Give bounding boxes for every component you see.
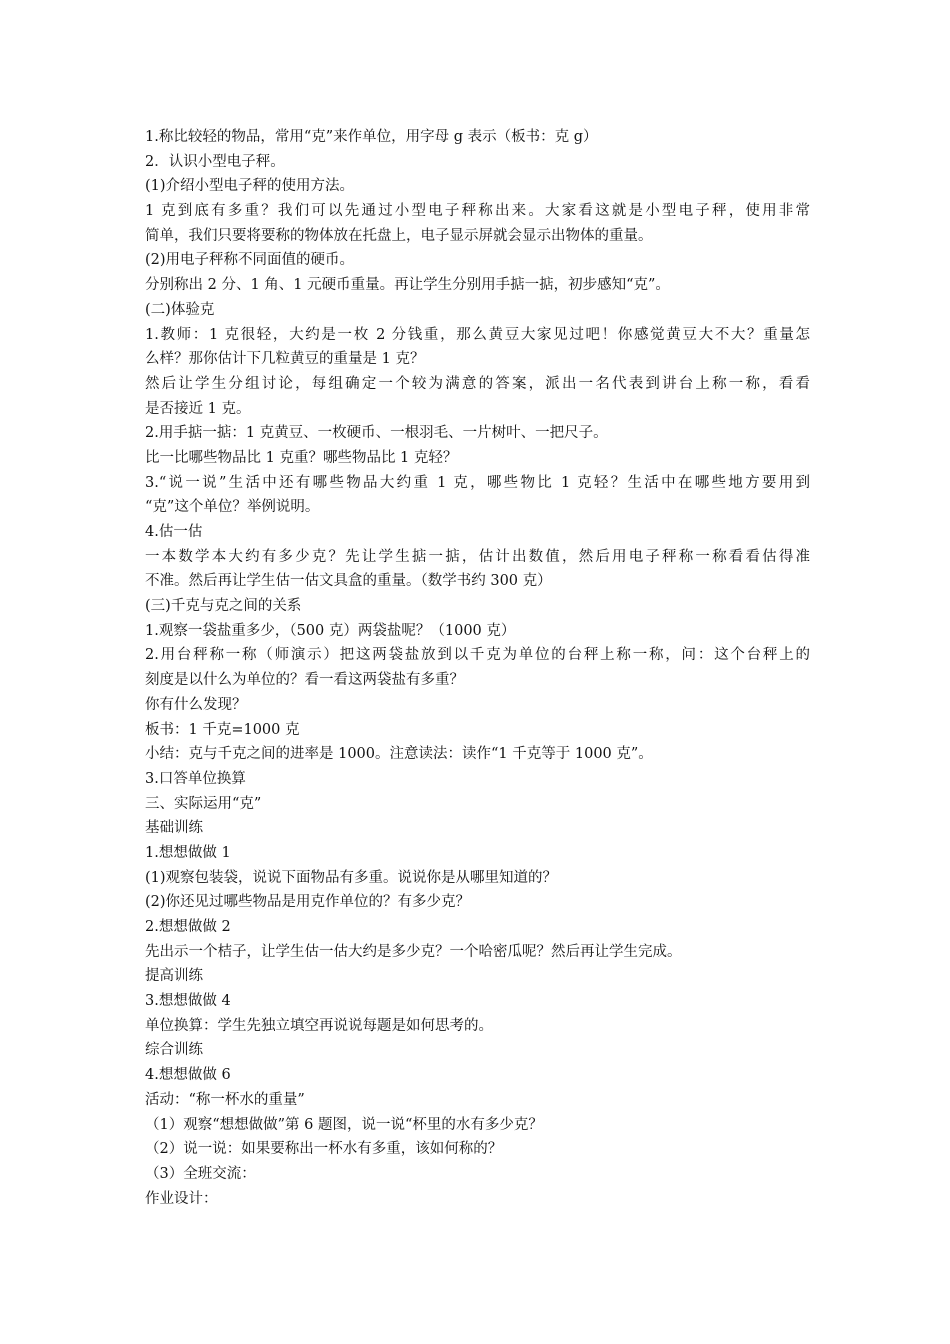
subsection-heading: 综合训练 bbox=[145, 1042, 203, 1059]
text-line: 1.观察一袋盐重多少，（500 克）两袋盐呢？（1000 克） bbox=[145, 622, 516, 639]
text-line: 分别称出 2 分、1 角、1 元硬币重量。再让学生分别用手掂一掂，初步感知“克”。 bbox=[145, 277, 670, 294]
text-line: 一本数学本大约有多少克？先让学生掂一掂，估计出数值，然后用电子秤称一称看看估得准 bbox=[145, 548, 810, 565]
text-line: 然后让学生分组讨论，每组确定一个较为满意的答案，派出一名代表到讲台上称一称，看看 bbox=[145, 375, 810, 392]
section-heading: 三、实际运用“克” bbox=[145, 795, 262, 812]
text-line: 4.估一估 bbox=[145, 524, 203, 540]
text-line: 先出示一个桔子，让学生估一估大约是多少克？一个哈密瓜呢？然后再让学生完成。 bbox=[145, 943, 682, 960]
text-line: （3）全班交流： bbox=[145, 1165, 256, 1182]
text-line: 2.想想做做 2 bbox=[145, 919, 231, 935]
text-line: （2）说一说：如果要称出一杯水有多重，该如何称的？ bbox=[145, 1141, 503, 1158]
text-line: 1.称比较轻的物品，常用“克”来作单位，用字母 g 表示（板书：克 g） bbox=[145, 129, 598, 145]
text-line: 1.想想做做 1 bbox=[145, 844, 231, 861]
text-line: 是否接近 1 克。 bbox=[145, 400, 251, 417]
text-line: (2)你还见过哪些物品是用克作单位的？有多少克？ bbox=[145, 894, 471, 911]
text-line: （1）观察“想想做做”第 6 题图，说一说“杯里的水有多少克？ bbox=[145, 1116, 543, 1133]
text-line: 1.教师：1 克很轻，大约是一枚 2 分钱重，那么黄豆大家见过吧！你感觉黄豆大不大？重量怎 bbox=[145, 326, 810, 343]
text-line: 活动：“称一杯水的重量” bbox=[145, 1091, 305, 1108]
section-heading: (二)体验克 bbox=[145, 301, 215, 318]
text-line: 2.用手掂一掂：1 克黄豆、一枚硬币、一根羽毛、一片树叶、一把尺子。 bbox=[145, 425, 608, 442]
text-line: 单位换算：学生先独立填空再说说每题是如何思考的。 bbox=[145, 1017, 493, 1034]
text-line: 3.口答单位换算 bbox=[145, 770, 246, 787]
text-line: 么样？那你估计下几粒黄豆的重量是 1 克？ bbox=[145, 351, 425, 368]
text-line: 不准。然后再让学生估一估文具盒的重量。（数学书约 300 克） bbox=[145, 573, 552, 590]
text-line: 2.用台秤称一称（师演示）把这两袋盐放到以千克为单位的台秤上称一称，问：这个台秤上的 bbox=[145, 647, 810, 664]
text-line: 3.“说一说”生活中还有哪些物品大约重 1 克，哪些物比 1 克轻？生活中在哪些地方要用到 bbox=[145, 474, 810, 491]
text-line: 简单，我们只要将要称的物体放在托盘上，电子显示屏就会显示出物体的重量。 bbox=[145, 227, 653, 244]
text-line: 刻度是以什么为单位的？看一看这两袋盐有多重？ bbox=[145, 672, 464, 689]
text-line: 2．认识小型电子秤。 bbox=[145, 153, 285, 170]
text-line: 3.想想做做 4 bbox=[145, 993, 231, 1010]
subsection-heading: 基础训练 bbox=[145, 820, 203, 837]
section-heading: (三)千克与克之间的关系 bbox=[145, 598, 302, 615]
text-line: (1)介绍小型电子秤的使用方法。 bbox=[145, 178, 355, 195]
text-line: 比一比哪些物品比 1 克重？哪些物品比 1 克轻？ bbox=[145, 449, 458, 466]
text-line: “克”这个单位？举例说明。 bbox=[145, 499, 320, 516]
text-line: (1)观察包装袋，说说下面物品有多重。说说你是从哪里知道的？ bbox=[145, 869, 558, 886]
text-line: 板书：1 千克=1000 克 bbox=[145, 721, 300, 738]
text-line: 作业设计： bbox=[145, 1190, 218, 1207]
text-line: 小结：克与千克之间的进率是 1000。注意读法：读作“1 千克等于 1000 克”。 bbox=[145, 746, 653, 763]
text-line: (2)用电子秤称不同面值的硬币。 bbox=[145, 252, 355, 269]
subsection-heading: 提高训练 bbox=[145, 968, 203, 985]
document-body bbox=[145, 125, 810, 1211]
text-line: 你有什么发现？ bbox=[145, 696, 247, 713]
text-line: 1 克到底有多重？我们可以先通过小型电子秤称出来。大家看这就是小型电子秤，使用非常 bbox=[145, 203, 810, 220]
text-line: 4.想想做做 6 bbox=[145, 1067, 231, 1084]
